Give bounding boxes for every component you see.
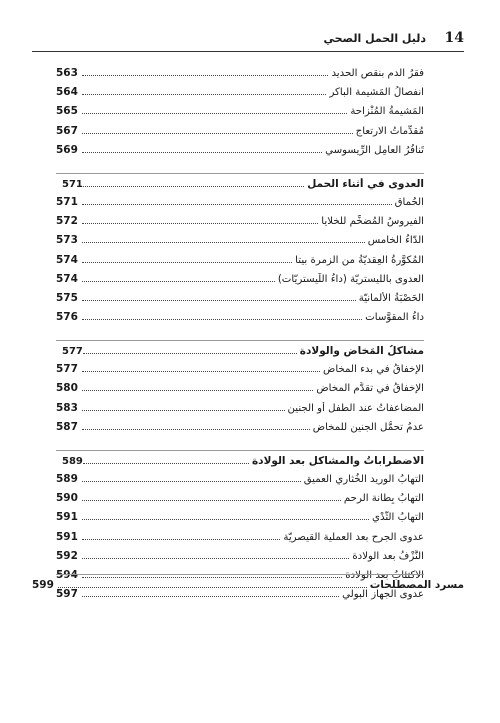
table-of-contents [56,67,424,607]
toc-entry[interactable] [56,531,424,550]
toc-group [56,173,424,330]
toc-group [56,67,424,163]
dot-leader [82,242,365,243]
dot-leader [82,539,280,540]
toc-entry[interactable] [56,144,424,163]
entry-title: النَّزْفُ بعد الولادة [352,550,424,562]
entry-title: المَشيمةُ المُنْزاحة [350,106,424,118]
section-heading-row[interactable] [56,455,424,473]
section-heading-row[interactable] [56,178,424,196]
toc-entry[interactable] [56,215,424,234]
entry-page: 580 [56,382,78,395]
entry-title: مُقدِّماتُ الارتعاج [355,125,424,137]
toc-entry[interactable] [56,273,424,292]
entry-page: 571 [56,195,78,208]
section-heading-row[interactable] [56,345,424,363]
toc-entry[interactable] [56,550,424,569]
entry-title: فقرُ الدم بنقص الحديد [331,68,424,79]
dot-leader [82,300,356,301]
dot-leader [82,429,310,430]
entry-title: الفيروسُ المُضخِّم للخلايا [321,216,424,228]
toc-entry[interactable] [56,382,424,401]
section-page: 577 [62,346,83,358]
entry-page: 591 [56,530,78,543]
entry-page: 563 [56,67,78,79]
toc-entry[interactable] [56,234,424,253]
glossary-row[interactable] [32,579,464,591]
header-rule [32,51,464,52]
toc-entry[interactable] [56,311,424,330]
glossary-page: 599 [32,579,54,591]
dot-leader [82,223,318,224]
entry-page: 564 [56,86,78,99]
toc-entry[interactable] [56,254,424,273]
toc-entry[interactable] [56,125,424,144]
toc-entry[interactable] [56,105,424,124]
entry-title: الاكتئابُ بعد الولادة [345,569,424,581]
entry-title: التهابُ الوريد الخُثاري العميق [303,474,424,485]
entry-title: الإخفاقُ في تقدُّم المخاض [316,383,424,395]
entry-title: التهابُ الثَّدْي [372,512,424,524]
dot-leader [82,410,285,411]
entry-page: 565 [56,105,78,118]
dot-leader [82,319,362,320]
entry-page: 591 [56,511,78,524]
entry-page: 590 [56,492,78,505]
glossary-title: مسرد المصطلحات [369,579,464,591]
dot-leader [83,353,297,354]
dot-leader [83,463,249,464]
entry-title: التهابُ بِطانة الرحم [343,493,424,505]
entry-title: عدوى الجهاز البولي [342,589,424,601]
entry-title: الدّاءُ الخامس [367,235,424,247]
toc-entry[interactable] [56,588,424,607]
entry-page: 574 [56,253,78,266]
entry-title: تَنافُرُ العامِل الرِّيسوسي [325,144,424,156]
toc-entry[interactable] [56,421,424,440]
dot-leader [58,587,367,588]
dot-leader [82,596,339,597]
entry-page: 577 [56,363,78,376]
section-divider [56,340,424,341]
entry-title: عدمُ تحمُّل الجنين للمخاض [312,421,424,433]
dot-leader [82,262,292,263]
dot-leader [82,152,322,153]
entry-page: 589 [56,473,78,485]
dot-leader [82,204,392,205]
section-divider [56,173,424,174]
page-number: 14 [444,30,464,46]
entry-title: المضاعفاتُ عند الطفل أو الجنين [287,402,424,414]
entry-page: 597 [56,588,78,601]
toc-entry[interactable] [56,86,424,105]
toc-entry[interactable] [56,511,424,530]
entry-page: 573 [56,234,78,247]
dot-leader [82,481,301,482]
dot-leader [82,113,347,114]
entry-title: الحُماق [394,196,424,208]
entry-page: 583 [56,401,78,414]
entry-title: العدوى بالليستريّة (داءُ اللّيستريّات) [277,273,424,285]
section-divider [56,574,424,575]
dot-leader [82,390,313,391]
page-header [32,30,464,48]
toc-entry[interactable] [56,292,424,311]
entry-page: 572 [56,215,78,228]
toc-entry[interactable] [56,67,424,86]
section-title: العدوى في أثناء الحمل [307,177,424,190]
section-page: 571 [62,178,83,190]
toc-entry[interactable] [56,196,424,215]
entry-title: عدوى الجرح بعد العملية القيصريّة [283,531,424,543]
entry-title: انفصالُ المَشيمة الباكر [329,87,424,99]
dot-leader [82,75,328,76]
toc-entry[interactable] [56,492,424,511]
section-title: مشاكلُ المَخاض والولادة [299,345,424,358]
section-divider [56,450,424,451]
section-page: 589 [62,456,83,467]
toc-entry[interactable] [56,473,424,492]
entry-page: 567 [56,124,78,137]
entry-page: 576 [56,311,78,324]
entry-title: المُكوَّرةُ العِقديّةُ من الزمرة بيتا [295,254,424,266]
entry-page: 592 [56,549,78,562]
entry-title: الحَصْبَةُ الألمانيّة [358,292,424,304]
toc-entry[interactable] [56,363,424,382]
dot-leader [82,371,320,372]
dot-leader [82,133,353,134]
entry-title: داءُ المقوَّسات [365,312,424,324]
entry-title: الإخفاقُ في بدء المخاض [323,364,424,376]
dot-leader [82,577,342,578]
dot-leader [82,519,369,520]
running-title: دليل الحمل الصحي [323,32,426,45]
dot-leader [82,94,326,95]
section-title: الاضطراباتُ والمشاكل بعد الولادة [251,455,424,467]
dot-leader [82,281,275,282]
dot-leader [82,500,341,501]
dot-leader [83,186,304,187]
entry-page: 587 [56,420,78,433]
dot-leader [82,558,349,559]
toc-group [56,340,424,440]
entry-page: 574 [56,272,78,285]
toc-entry[interactable] [56,402,424,421]
entry-page: 575 [56,291,78,304]
entry-page: 569 [56,143,78,156]
entry-page: 594 [56,568,78,581]
